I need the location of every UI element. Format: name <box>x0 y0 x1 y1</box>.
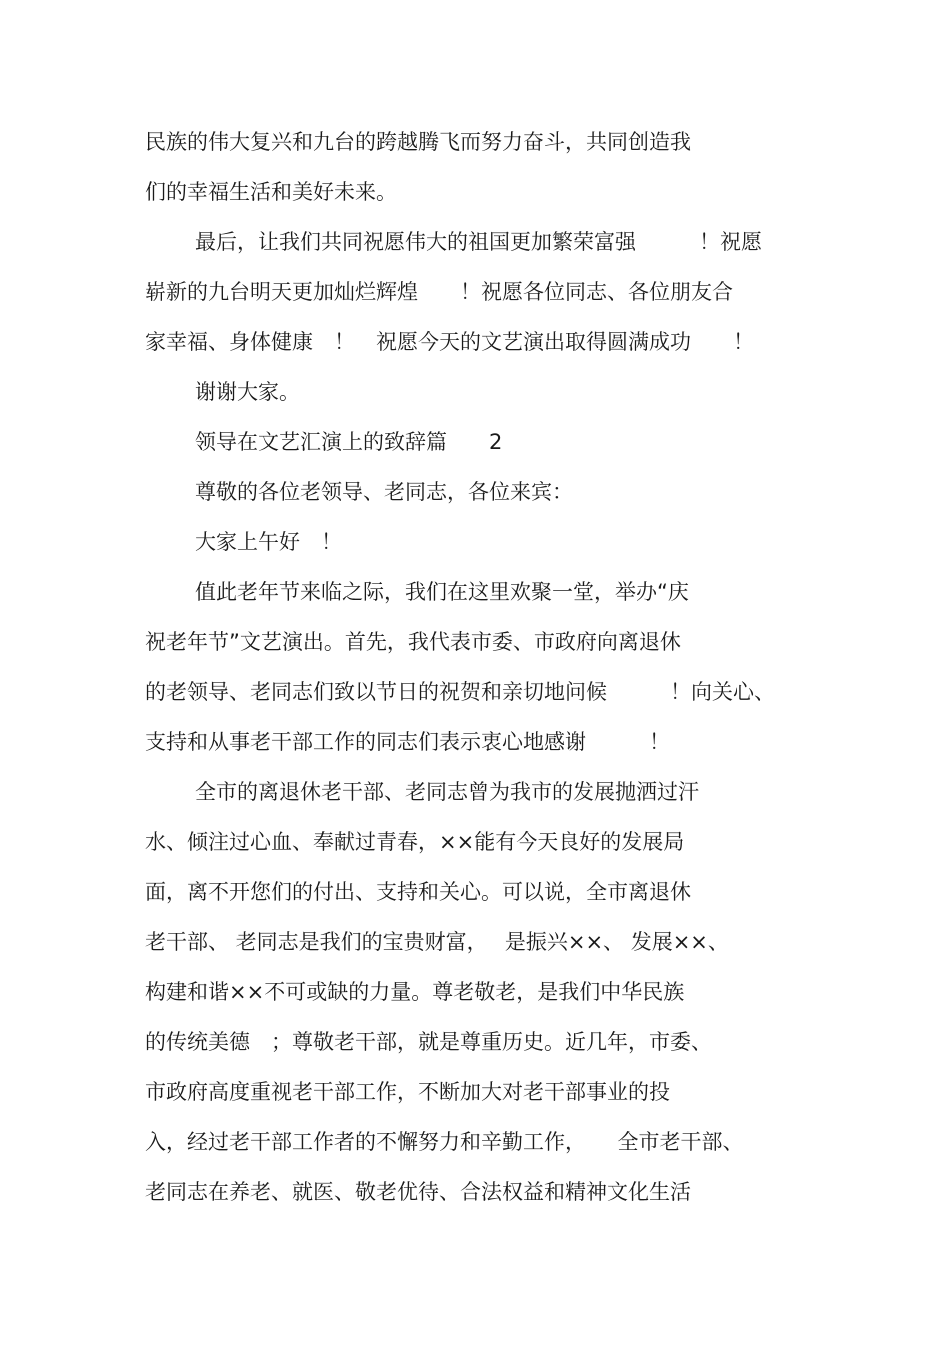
text-line: 祝老年节”文艺演出。首先，我代表市委、市政府向离退休 <box>145 630 681 654</box>
section-heading: 领导在文艺汇演上的致辞篇 2 <box>195 430 503 454</box>
text-line: 谢谢大家。 <box>195 380 300 404</box>
text-line: 入，经过老干部工作者的不懈努力和辛勤工作， 全市老干部、 <box>145 1130 744 1154</box>
text-line: 的传统美德 ；尊敬老干部，就是尊重历史。近几年，市委、 <box>145 1030 712 1054</box>
text-line: 最后，让我们共同祝愿伟大的祖国更加繁荣富强 ！祝愿 <box>195 230 762 254</box>
text-line: 面，离不开您们的付出、支持和关心。可以说，全市离退休 <box>145 880 691 904</box>
text-line: 全市的离退休老干部、老同志曾为我市的发展抛洒过汗 <box>195 780 699 804</box>
text-line: 大家上午好 ！ <box>195 530 342 554</box>
text-line: 尊敬的各位老领导、老同志，各位来宾： <box>195 480 573 504</box>
text-line: 值此老年节来临之际，我们在这里欢聚一堂，举办“庆 <box>195 580 689 604</box>
text-line: 家幸福、身体健康 ！ 祝愿今天的文艺演出取得圆满成功 ！ <box>145 330 754 354</box>
text-line: 的老领导、老同志们致以节日的祝贺和亲切地问候 ！向关心、 <box>145 680 775 704</box>
text-line: 构建和谐××不可或缺的力量。尊老敬老，是我们中华民族 <box>145 980 685 1004</box>
text-line: 市政府高度重视老干部工作，不断加大对老干部事业的投 <box>145 1080 670 1104</box>
text-line: 老干部、 老同志是我们的宝贵财富， 是振兴××、 发展××、 <box>145 930 729 954</box>
text-line: 老同志在养老、就医、敬老优待、合法权益和精神文化生活 <box>145 1180 691 1204</box>
text-line: 们的幸福生活和美好未来。 <box>145 180 397 204</box>
text-line: 崭新的九台明天更加灿烂辉煌 ！祝愿各位同志、各位朋友合 <box>145 280 733 304</box>
text-line: 水、倾注过心血、奉献过青春，××能有今天良好的发展局 <box>145 830 685 854</box>
text-line: 支持和从事老干部工作的同志们表示衷心地感谢 ！ <box>145 730 670 754</box>
text-line: 民族的伟大复兴和九台的跨越腾飞而努力奋斗，共同创造我 <box>145 130 691 154</box>
